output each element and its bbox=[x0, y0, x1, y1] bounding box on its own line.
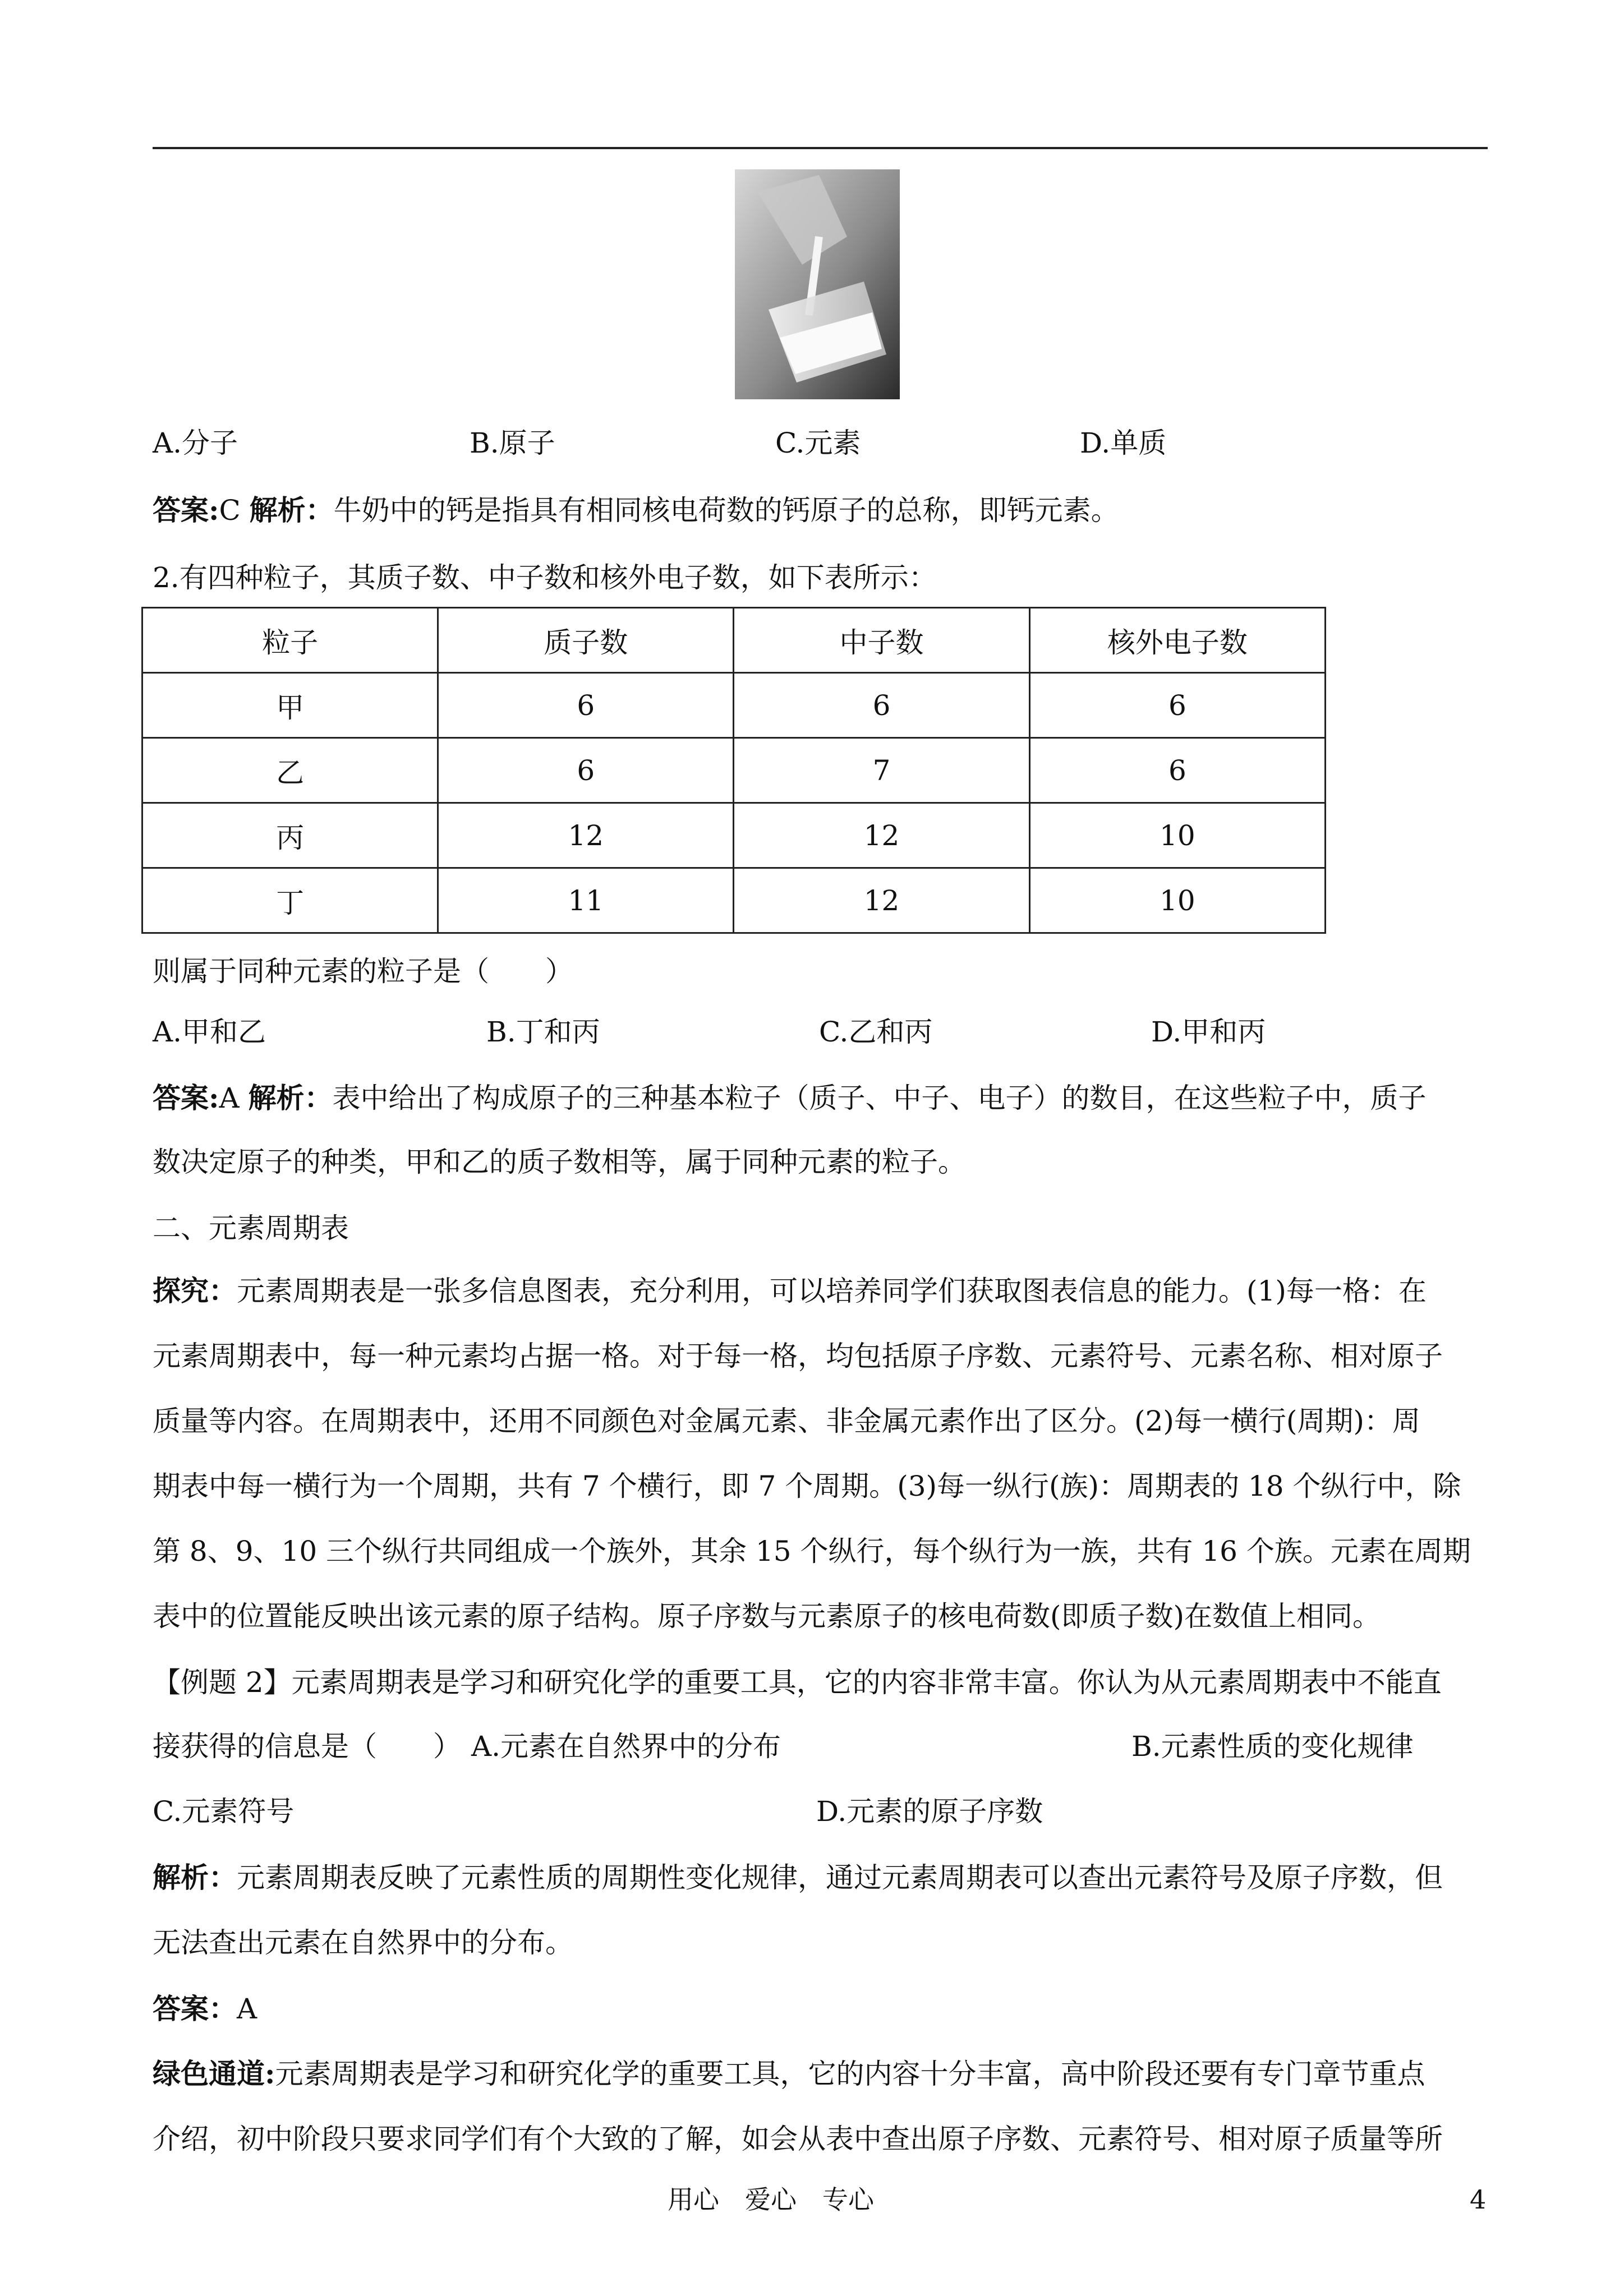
table-cell: 丁 bbox=[142, 868, 438, 933]
answer-label: 答案: bbox=[153, 494, 219, 527]
explore-line: 质量等内容。在周期表中，还用不同颜色对金属元素、非金属元素作出了区分。(2)每一横行(周期)：周 bbox=[153, 1405, 1420, 1437]
table-cell: 6 bbox=[1029, 738, 1325, 803]
explore-line: 第 8、9、10 三个纵行共同组成一个族外，其余 15 个纵行，每个纵行为一族，共有 16 个族。元素在周期 bbox=[153, 1535, 1471, 1567]
q1-answer bbox=[153, 494, 1488, 527]
table-cell: 12 bbox=[734, 868, 1029, 933]
green-channel-text: 元素周期表是学习和研究化学的重要工具，它的内容十分丰富，高中阶段还要有专门章节重点 bbox=[275, 2058, 1425, 2090]
milk-glass-figure bbox=[735, 169, 900, 399]
q2-stem: 2.有四种粒子，其质子数、中子数和核外电子数，如下表所示： bbox=[153, 561, 937, 594]
header-cell: 质子数 bbox=[438, 608, 734, 673]
analysis-label: 解析： bbox=[249, 494, 334, 527]
table-cell: 11 bbox=[438, 868, 734, 933]
section-title: 二、元素周期表 bbox=[153, 1212, 349, 1244]
table-cell: 甲 bbox=[142, 673, 438, 738]
table-cell: 10 bbox=[1029, 803, 1325, 868]
example2-option-b: B.元素性质的变化规律 bbox=[1131, 1730, 1414, 1763]
example2-analysis-line2: 无法查出元素在自然界中的分布。 bbox=[153, 1926, 573, 1959]
table-cell: 7 bbox=[734, 738, 1029, 803]
explore-line bbox=[153, 1274, 1488, 1308]
q2-answer-line2: 数决定原子的种类，甲和乙的质子数相等，属于同种元素的粒子。 bbox=[153, 1146, 966, 1178]
q1-option-d: D.单质 bbox=[1080, 427, 1167, 459]
answer-label: 答案: bbox=[153, 1081, 219, 1114]
example2-option-c: C.元素符号 bbox=[153, 1795, 295, 1828]
q2-option-b: B.丁和丙 bbox=[486, 1016, 600, 1048]
answer-value: A bbox=[237, 1993, 257, 2025]
header-rule bbox=[153, 147, 1488, 149]
example2-line1: 【例题 2】元素周期表是学习和研究化学的重要工具，它的内容非常丰富。你认为从元素周期表中不能直 bbox=[153, 1666, 1442, 1699]
answer-label: 答案： bbox=[153, 1992, 237, 2025]
answer-value: A bbox=[219, 1082, 249, 1114]
explore-label: 探究： bbox=[153, 1274, 237, 1307]
q1-option-a: A.分子 bbox=[153, 427, 238, 459]
table-cell: 丙 bbox=[142, 803, 438, 868]
analysis-text: 牛奶中的钙是指具有相同核电荷数的钙原子的总称，即钙元素。 bbox=[333, 494, 1119, 527]
explore-line: 期表中每一横行为一个周期，共有 7 个横行，即 7 个周期。(3)每一纵行(族)：周期表的 18 个纵行中，除 bbox=[153, 1470, 1461, 1502]
table-header-row bbox=[142, 608, 1326, 673]
page-number: 4 bbox=[1470, 2184, 1487, 2215]
q2-question: 则属于同种元素的粒子是（ ） bbox=[153, 955, 573, 988]
explore-text: 元素周期表是一张多信息图表，充分利用，可以培养同学们获取图表信息的能力。(1)每一格：在 bbox=[237, 1275, 1427, 1307]
analysis-label: 解析： bbox=[153, 1861, 237, 1894]
table-cell: 12 bbox=[438, 803, 734, 868]
explore-line: 表中的位置能反映出该元素的原子结构。原子序数与元素原子的核电荷数(即质子数)在数值上相同。 bbox=[153, 1600, 1381, 1633]
table-cell: 6 bbox=[438, 738, 734, 803]
example2-stem: 接获得的信息是（ ） bbox=[153, 1730, 461, 1763]
analysis-text: 元素周期表反映了元素性质的周期性变化规律，通过元素周期表可以查出元素符号及原子序数，但 bbox=[237, 1861, 1443, 1894]
green-channel-line2: 介绍，初中阶段只要求同学们有个大致的了解，如会从表中查出原子序数、元素符号、相对原子质量等所 bbox=[153, 2123, 1443, 2155]
q2-answer-line1 bbox=[153, 1081, 1488, 1115]
green-channel-line1 bbox=[153, 2057, 1488, 2091]
answer-value: C bbox=[219, 494, 250, 527]
table-row bbox=[142, 868, 1326, 933]
q2-option-a: A.甲和乙 bbox=[153, 1016, 266, 1048]
table-row bbox=[142, 673, 1326, 738]
table-cell: 乙 bbox=[142, 738, 438, 803]
green-channel-label: 绿色通道: bbox=[153, 2057, 275, 2090]
table-cell: 6 bbox=[1029, 673, 1325, 738]
example2-option-d: D.元素的原子序数 bbox=[816, 1795, 1043, 1828]
table-row bbox=[142, 803, 1326, 868]
table-cell: 6 bbox=[734, 673, 1029, 738]
table-cell: 6 bbox=[438, 673, 734, 738]
example2-analysis-line1 bbox=[153, 1861, 1488, 1894]
q2-option-c: C.乙和丙 bbox=[819, 1016, 933, 1048]
analysis-text: 表中给出了构成原子的三种基本粒子（质子、中子、电子）的数目，在这些粒子中，质子 bbox=[332, 1082, 1427, 1114]
header-cell: 中子数 bbox=[734, 608, 1029, 673]
analysis-label: 解析： bbox=[248, 1081, 333, 1114]
q1-option-c: C.元素 bbox=[775, 427, 861, 459]
table-cell: 10 bbox=[1029, 868, 1325, 933]
q1-option-b: B.原子 bbox=[470, 427, 555, 459]
header-cell: 粒子 bbox=[142, 608, 438, 673]
explore-line: 元素周期表中，每一种元素均占据一格。对于每一格，均包括原子序数、元素符号、元素名称、相对原子 bbox=[153, 1340, 1443, 1372]
example2-answer bbox=[153, 1992, 1488, 2026]
example2-option-a: A.元素在自然界中的分布 bbox=[471, 1730, 781, 1763]
footer-motto: 用心 爱心 专心 bbox=[668, 2184, 874, 2215]
q2-option-d: D.甲和丙 bbox=[1151, 1016, 1266, 1048]
particle-table bbox=[141, 607, 1326, 934]
table-cell: 12 bbox=[734, 803, 1029, 868]
table-row bbox=[142, 738, 1326, 803]
header-cell: 核外电子数 bbox=[1029, 608, 1325, 673]
